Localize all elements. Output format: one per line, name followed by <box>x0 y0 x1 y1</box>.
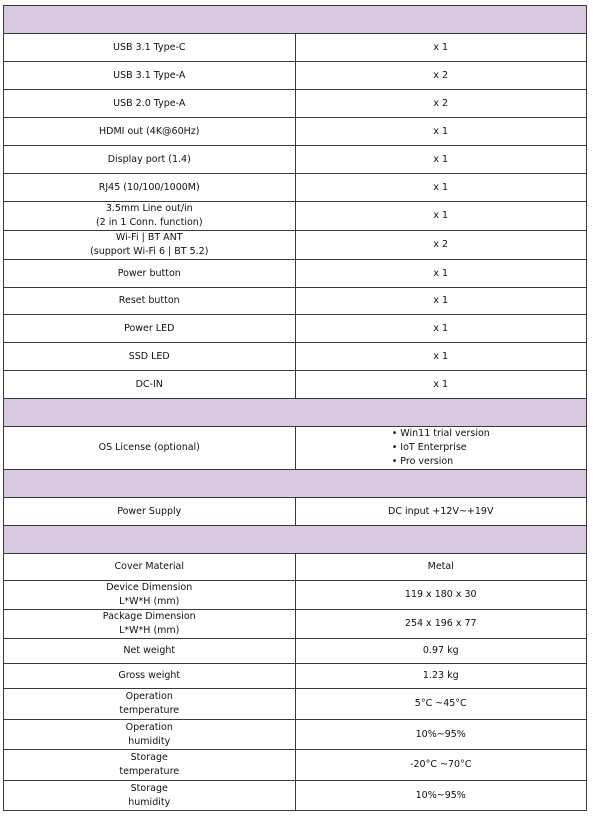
row-label-device-dimension <box>4 581 296 610</box>
row-value: x 1 <box>295 174 587 202</box>
row-label-power-led: Power LED <box>4 315 296 343</box>
row-value: x 2 <box>295 62 587 90</box>
bullet-list <box>392 427 490 469</box>
row-label-wi-fi-bt-ant <box>4 231 296 260</box>
table-row <box>4 343 587 371</box>
row-label-line: Operation <box>125 721 173 733</box>
row-label-gross-weight: Gross weight <box>4 664 296 689</box>
table-row <box>4 498 587 526</box>
row-value: x 1 <box>295 315 587 343</box>
section-header-cell <box>4 6 587 34</box>
row-value: 10%~95% <box>295 781 587 811</box>
row-label-usb-2-0-type-a: USB 2.0 Type-A <box>4 90 296 118</box>
row-label-line: Storage <box>130 782 168 794</box>
row-label-line: (2 in 1 Conn. function) <box>95 217 203 228</box>
row-label-line: 3.5mm Line out/in <box>105 203 193 214</box>
table-row <box>4 371 587 399</box>
row-label-3-5mm-line-out-in <box>4 202 296 231</box>
table-row <box>4 781 587 811</box>
table-row <box>4 315 587 343</box>
table-row <box>4 427 587 470</box>
row-value: 254 x 196 x 77 <box>295 610 587 639</box>
table-row <box>4 554 587 581</box>
section-header-cell <box>4 399 587 427</box>
table-row <box>4 260 587 288</box>
section-header-row <box>4 470 587 498</box>
row-value: x 1 <box>295 202 587 231</box>
section-header-cell <box>4 470 587 498</box>
row-value: -20°C ~70°C <box>295 750 587 781</box>
row-label-line: Wi-Fi | BT ANT <box>115 232 183 243</box>
row-value: x 2 <box>295 90 587 118</box>
table-row <box>4 610 587 639</box>
row-value: 119 x 180 x 30 <box>295 581 587 610</box>
row-label-line: Device Dimension <box>106 582 193 593</box>
row-label-package-dimension <box>4 610 296 639</box>
row-value: 5°C ~45°C <box>295 689 587 720</box>
row-label-line: humidity <box>128 796 171 808</box>
table-row <box>4 639 587 664</box>
table-row <box>4 664 587 689</box>
spec-table-body <box>4 6 587 811</box>
row-label-power-supply: Power Supply <box>4 498 296 526</box>
row-label-line: L*W*H (mm) <box>119 596 180 607</box>
row-label-line: Storage <box>130 752 168 763</box>
row-value: DC input +12V~+19V <box>295 498 587 526</box>
table-row <box>4 90 587 118</box>
row-label-rj45-10-100-1000m: RJ45 (10/100/1000M) <box>4 174 296 202</box>
row-value: 1.23 kg <box>295 664 587 689</box>
table-row <box>4 720 587 750</box>
row-value: x 2 <box>295 231 587 260</box>
row-label-line: (support Wi-Fi 6 | BT 5.2) <box>90 246 209 257</box>
bullet-item: • Win11 trial version <box>391 428 490 439</box>
section-header-row <box>4 6 587 34</box>
table-row <box>4 750 587 781</box>
row-label-storage <box>4 750 296 781</box>
row-label-line: humidity <box>128 735 171 747</box>
row-value: x 1 <box>295 343 587 371</box>
bullet-item: • IoT Enterprise <box>391 442 467 453</box>
row-label-line: temperature <box>119 766 180 777</box>
row-label-usb-3-1-type-a: USB 3.1 Type-A <box>4 62 296 90</box>
row-label-cover-material: Cover Material <box>4 554 296 581</box>
table-row <box>4 174 587 202</box>
row-value <box>295 427 587 470</box>
spec-table <box>3 5 587 811</box>
row-label-os-license-optional: OS License (optional) <box>4 427 296 470</box>
row-label-line: Operation <box>125 691 173 702</box>
table-row <box>4 231 587 260</box>
row-label-usb-3-1-type-c: USB 3.1 Type-C <box>4 34 296 62</box>
row-label-display-port-1-4: Display port (1.4) <box>4 146 296 174</box>
row-value: x 1 <box>295 288 587 315</box>
row-label-storage <box>4 781 296 811</box>
row-label-dc-in: DC-IN <box>4 371 296 399</box>
row-value: x 1 <box>295 146 587 174</box>
row-label-operation <box>4 689 296 720</box>
row-label-hdmi-out-4k-60hz: HDMI out (4K@60Hz) <box>4 118 296 146</box>
table-row <box>4 118 587 146</box>
table-row <box>4 146 587 174</box>
bullet-item: • Pro version <box>391 456 454 467</box>
row-label-line: temperature <box>119 705 180 716</box>
row-value: x 1 <box>295 118 587 146</box>
row-value: x 1 <box>295 260 587 288</box>
row-label-line: Package Dimension <box>102 611 196 622</box>
table-row <box>4 62 587 90</box>
row-value: Metal <box>295 554 587 581</box>
row-label-net-weight: Net weight <box>4 639 296 664</box>
row-value: x 1 <box>295 34 587 62</box>
table-row <box>4 581 587 610</box>
section-header-cell <box>4 526 587 554</box>
row-label-power-button: Power button <box>4 260 296 288</box>
table-row <box>4 689 587 720</box>
row-value: 0.97 kg <box>295 639 587 664</box>
section-header-row <box>4 399 587 427</box>
section-header-row <box>4 526 587 554</box>
row-label-reset-button: Reset button <box>4 288 296 315</box>
row-value: 10%~95% <box>295 720 587 750</box>
row-label-operation <box>4 720 296 750</box>
table-row <box>4 34 587 62</box>
row-label-ssd-led: SSD LED <box>4 343 296 371</box>
row-value: x 1 <box>295 371 587 399</box>
row-label-line: L*W*H (mm) <box>119 625 180 636</box>
table-row <box>4 202 587 231</box>
table-row <box>4 288 587 315</box>
